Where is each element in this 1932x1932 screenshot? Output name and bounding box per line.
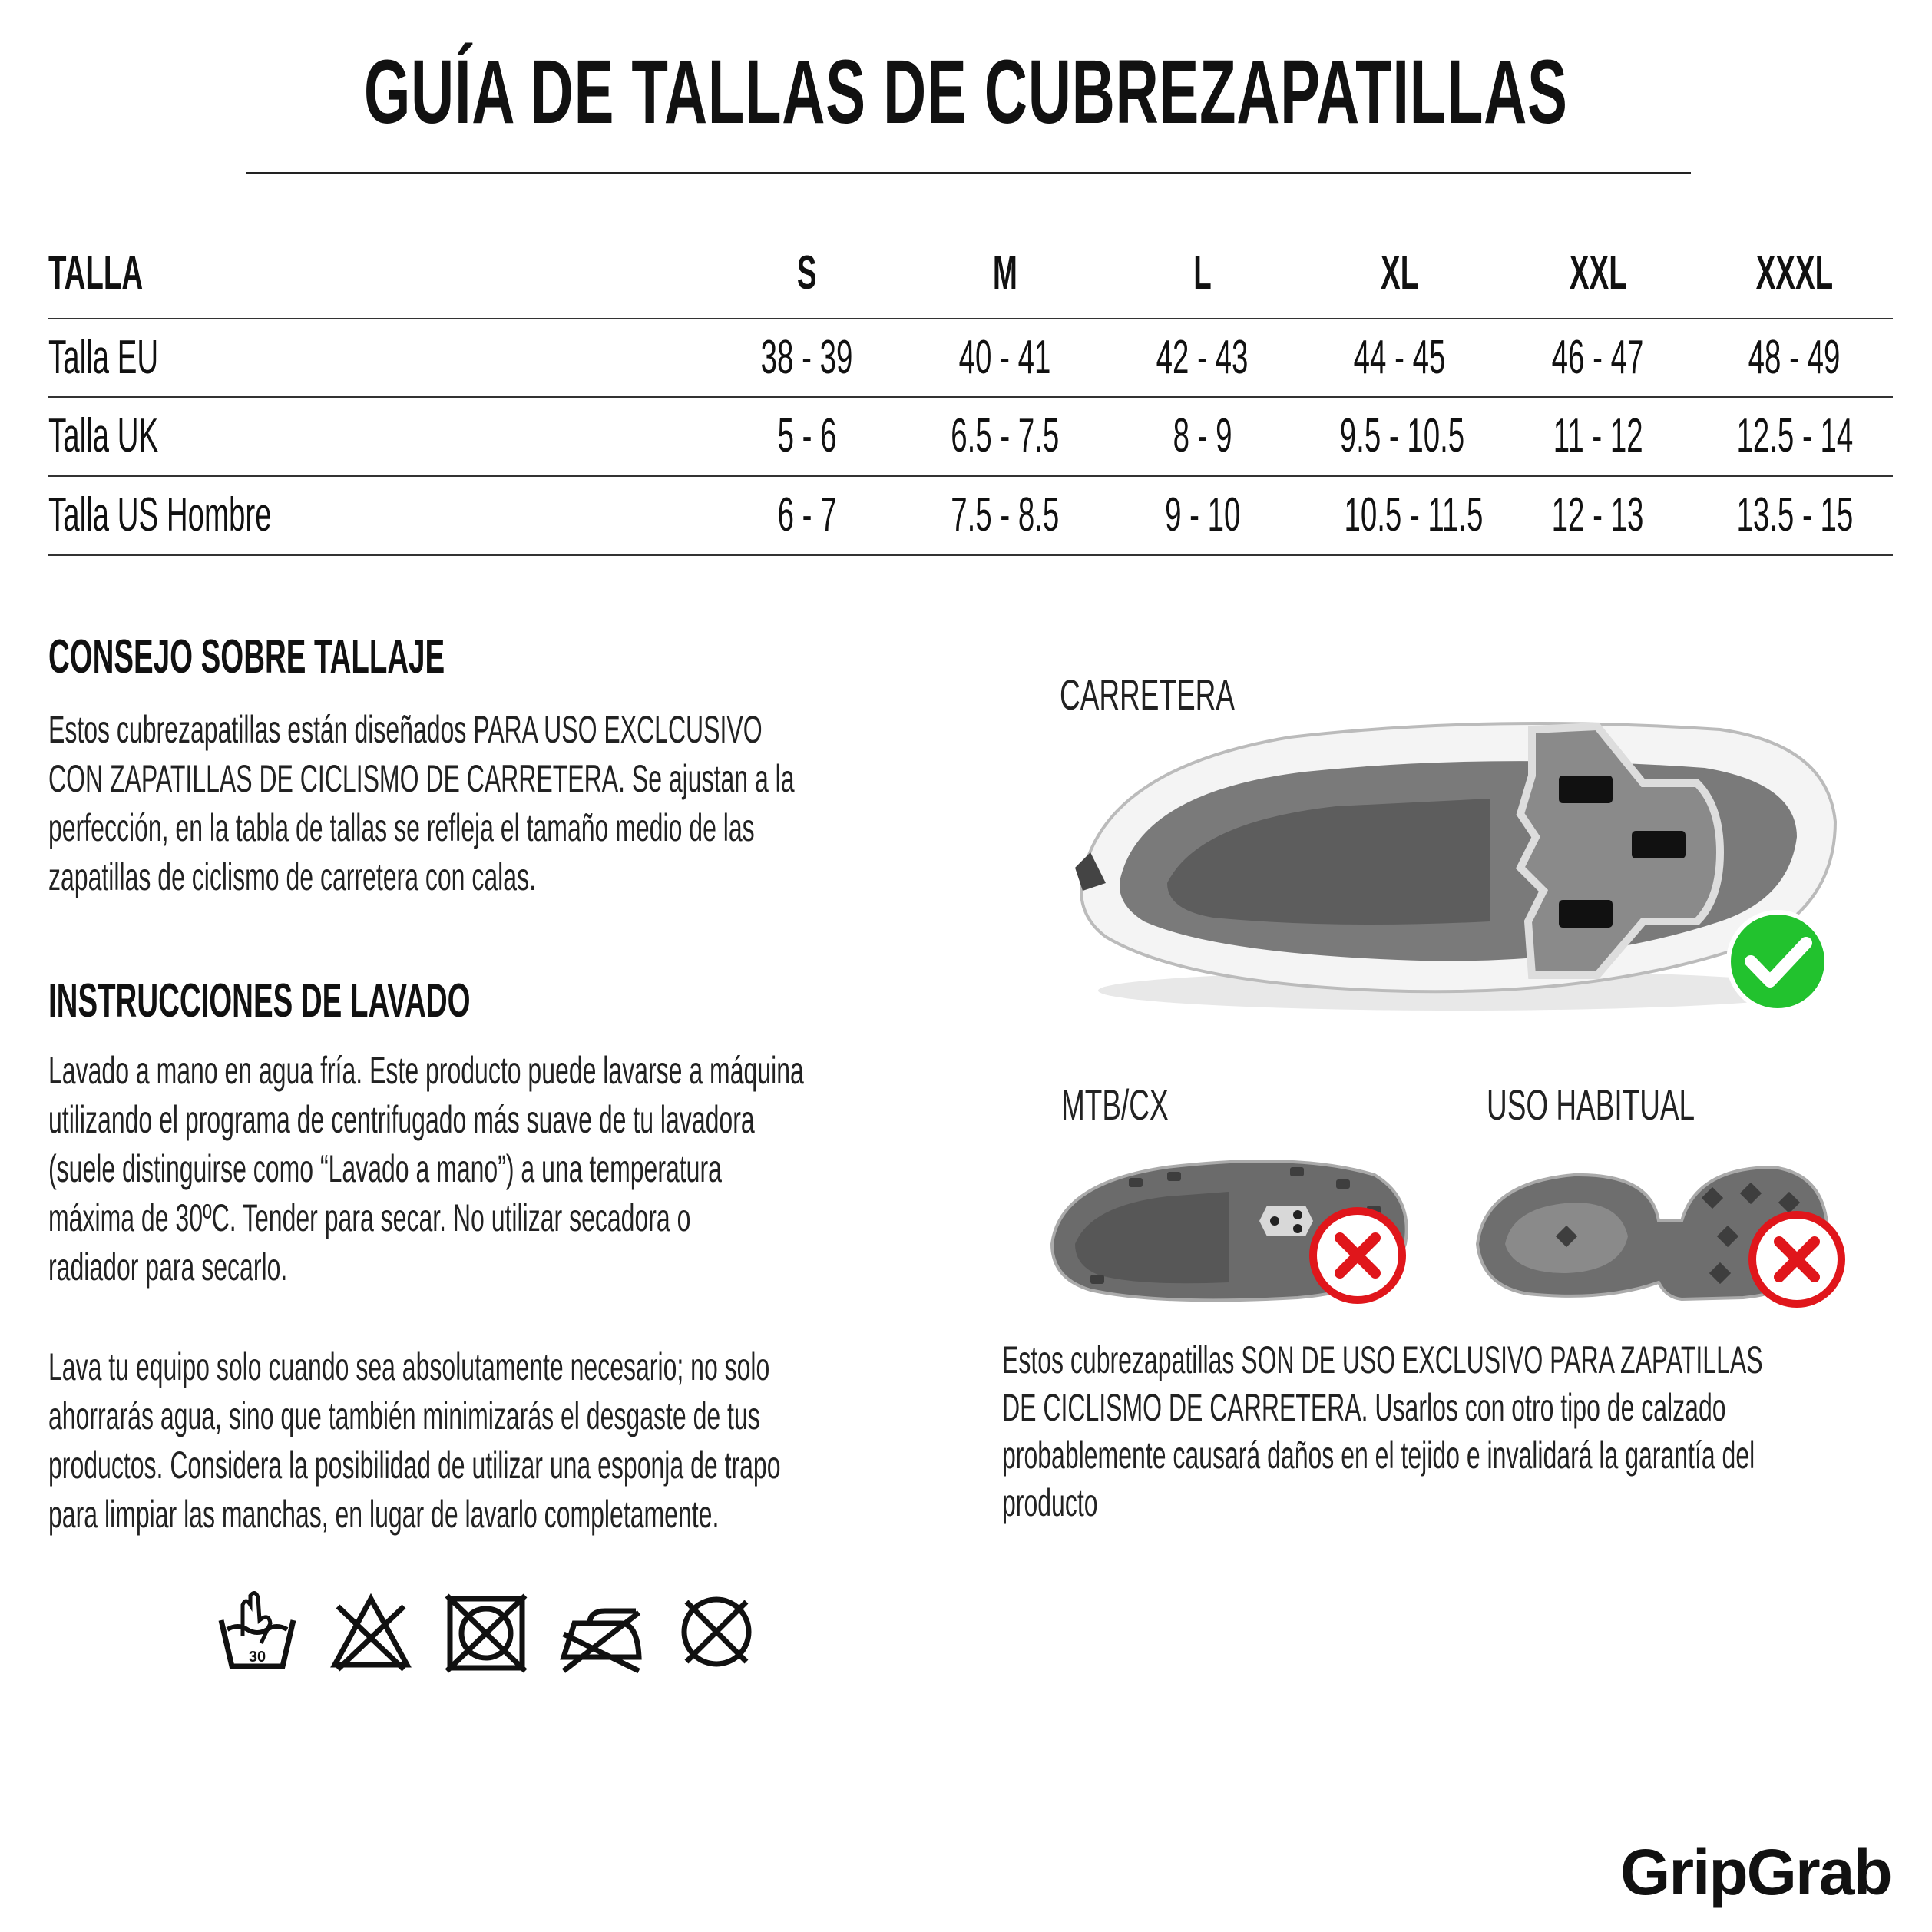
title-divider <box>246 172 1691 174</box>
no-tumble-dry-icon <box>444 1590 528 1674</box>
no-bleach-icon <box>329 1590 413 1674</box>
table-cell: 13.5 - 15 <box>1736 488 1853 541</box>
ok-check-icon <box>1729 912 1827 1011</box>
table-cell: 12 - 13 <box>1552 488 1644 541</box>
washing-heading: INSTRUCCIONES DE LAVADO <box>48 974 471 1027</box>
header-label: TALLA <box>48 246 144 299</box>
table-cell: 5 - 6 <box>777 409 837 462</box>
compatibility-notice: Estos cubrezapatillas SON DE USO EXCLUSIVO PARA ZAPATILLAS DE CICLISMO DE CARRETERA. Usarlos con otro tipo de calzado probablemente causará daños en el tejido e invalidará la garantía del producto <box>1002 1338 1763 1524</box>
casual-shoe-image <box>1467 1136 1851 1321</box>
header-size: S <box>797 246 817 299</box>
header-size: M <box>992 246 1018 299</box>
mtb-shoe-image <box>1044 1136 1421 1321</box>
header-size: XL <box>1381 246 1419 299</box>
road-shoe-image <box>1060 699 1858 1021</box>
table-cell: 11 - 12 <box>1553 409 1643 462</box>
size-table-header <box>48 233 1893 313</box>
washing-text: Lavado a mano en agua fría. Este producto puede lavarse a máquina utilizando el programa de centrifugado más suave de tu lavadora (suele distinguirse como “Lavado a mano”) a una temperatura máxima de 30ºC. Tender para secar. No utilizar secadora o radiador para secarlo. <box>48 1049 804 1289</box>
table-divider <box>48 554 1893 556</box>
row-label: Talla UK <box>48 409 159 462</box>
row-label: Talla EU <box>48 331 159 384</box>
header-size: XXL <box>1569 246 1627 299</box>
table-row <box>48 318 1893 398</box>
table-cell: 46 - 47 <box>1552 331 1644 384</box>
table-cell: 9.5 - 10.5 <box>1339 409 1465 462</box>
table-cell: 7.5 - 8.5 <box>951 488 1060 541</box>
mtb-shoe-label: MTB/CX <box>1061 1080 1169 1129</box>
care-icons <box>215 1590 768 1682</box>
table-cell: 40 - 41 <box>959 331 1051 384</box>
table-row <box>48 396 1893 476</box>
table-cell: 6 - 7 <box>777 488 837 541</box>
no-iron-icon <box>559 1590 643 1674</box>
row-label: Talla US Hombre <box>48 488 272 541</box>
no-dry-clean-icon <box>674 1590 759 1674</box>
table-cell: 8 - 9 <box>1173 409 1232 462</box>
table-cell: 12.5 - 14 <box>1736 409 1853 462</box>
svg-text:30: 30 <box>248 1649 266 1666</box>
sizing-advice-text: Estos cubrezapatillas están diseñados PARA USO EXCLCUSIVO CON ZAPATILLAS DE CICLISMO DE CARRETERA. Se ajustan a la perfección, en la tabla de tallas se refleja el tamaño medio de las zapatillas de ciclismo de carretera con calas. <box>48 708 795 898</box>
header-size: L <box>1193 246 1212 299</box>
table-cell: 48 - 49 <box>1748 331 1841 384</box>
road-shoe-label: CARRETERA <box>1060 670 1235 719</box>
table-cell: 6.5 - 7.5 <box>951 409 1060 462</box>
hand-wash-30-icon <box>215 1590 299 1674</box>
table-cell: 42 - 43 <box>1156 331 1249 384</box>
casual-shoe-label: USO HABITUAL <box>1487 1080 1695 1129</box>
table-cell: 44 - 45 <box>1354 331 1446 384</box>
sizing-advice-heading: CONSEJO SOBRE TALLAJE <box>48 630 445 683</box>
header-size: XXXL <box>1755 246 1834 299</box>
table-cell: 38 - 39 <box>761 331 853 384</box>
page-title: GUÍA DE TALLAS DE CUBREZAPATILLAS <box>364 41 1568 143</box>
table-cell: 10.5 - 11.5 <box>1344 488 1484 541</box>
table-row <box>48 475 1893 555</box>
brand-logo: GripGrab <box>1620 1836 1891 1908</box>
washing-text-2: Lava tu equipo solo cuando sea absolutamente necesario; no solo ahorrarás agua, sino que también minimizarás el desgaste de tus productos. Considera la posibilidad de utilizar una esponja de trapo para limpiar las manchas, en lugar de lavarlo completamente. <box>48 1345 781 1536</box>
table-cell: 9 - 10 <box>1164 488 1241 541</box>
